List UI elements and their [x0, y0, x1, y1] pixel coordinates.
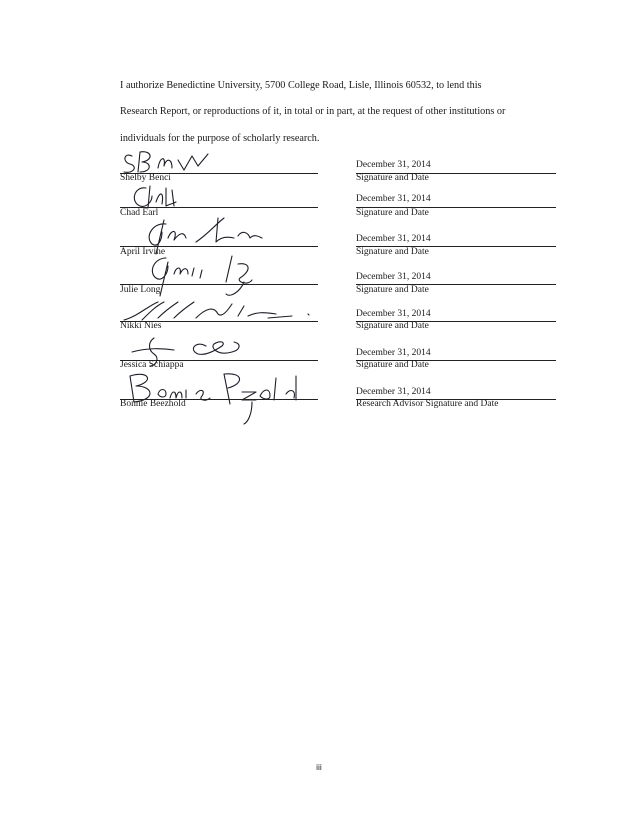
signature-date: December 31, 2014 [356, 234, 431, 244]
page-number: iii [316, 762, 322, 772]
signature-caption: Signature and Date [356, 285, 429, 295]
signatory-name: Nikki Nies [120, 321, 162, 331]
signature-row [0, 382, 638, 420]
signature-row [0, 230, 638, 268]
signatory-name: April Irvine [120, 247, 166, 257]
authorization-line-3: individuals for the purpose of scholarly research. [120, 133, 320, 144]
signatory-name: Jessica Schiappa [120, 360, 184, 370]
signature-caption: Research Advisor Signature and Date [356, 399, 499, 409]
signature-caption: Signature and Date [356, 208, 429, 218]
signature-date: December 31, 2014 [356, 348, 431, 358]
signature-caption: Signature and Date [356, 321, 429, 331]
handwritten-signature [120, 370, 310, 426]
signatory-name: Julie Long [120, 285, 161, 295]
signature-date: December 31, 2014 [356, 272, 431, 282]
signature-row [0, 154, 638, 192]
signature-date: December 31, 2014 [356, 387, 431, 397]
signature-caption: Signature and Date [356, 247, 429, 257]
signature-date: December 31, 2014 [356, 194, 431, 204]
signatory-name: Chad Earl [120, 208, 159, 218]
signature-date: December 31, 2014 [356, 309, 431, 319]
signature-row [0, 306, 638, 344]
signature-caption: Signature and Date [356, 173, 429, 183]
signature-date: December 31, 2014 [356, 160, 431, 170]
signature-row [0, 344, 638, 382]
signatory-name: Bonnie Beezhold [120, 399, 186, 409]
signatory-name: Shelby Benci [120, 173, 171, 183]
signature-row [0, 192, 638, 230]
signature-caption: Signature and Date [356, 360, 429, 370]
authorization-line-2: Research Report, or reproductions of it, in total or in part, at the request of other institutions or [120, 106, 506, 117]
authorization-line-1: I authorize Benedictine University, 5700 College Road, Lisle, Illinois 60532, to lend this [120, 80, 482, 91]
